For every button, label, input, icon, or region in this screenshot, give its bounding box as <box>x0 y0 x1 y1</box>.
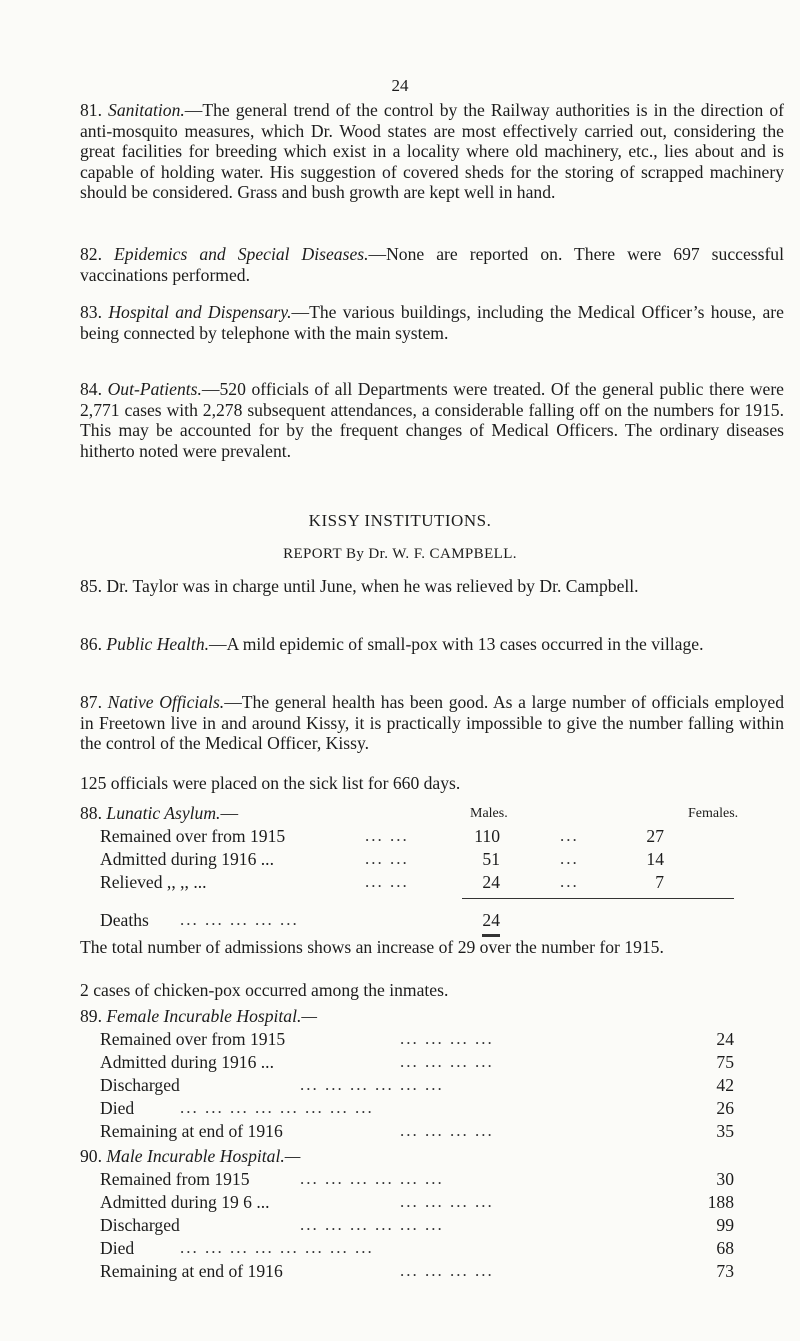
para-text: —The various buildings, including the Medical Officer’s house, are being connected by telephone with the main system. <box>80 302 784 343</box>
paragraph-82 <box>48 244 784 285</box>
female-row-label: Admitted during 1916 ... <box>100 1052 274 1072</box>
para-number: 81. <box>80 100 102 120</box>
asylum-number: 88. <box>80 803 102 823</box>
para-lead: Public Health. <box>106 634 210 654</box>
leader-dots: ... ... <box>365 849 409 868</box>
para-text: —None are reported on. There were 697 successful vaccinations performed. <box>80 244 784 285</box>
male-row-value: 99 <box>716 1215 734 1235</box>
col-males: Males. <box>470 806 508 821</box>
paragraph-83 <box>48 302 784 343</box>
asylum-males: 110 <box>474 826 500 846</box>
leader-dots: ... ... ... ... ... ... ... ... <box>180 1238 374 1257</box>
female-row-value: 42 <box>716 1075 734 1095</box>
male-row-label: Discharged <box>100 1215 180 1235</box>
male-row-value: 188 <box>707 1192 734 1212</box>
asylum-row-label: Admitted during 1916 ... <box>100 849 274 869</box>
para-lead: Epidemics and Special Diseases. <box>114 244 369 264</box>
para-number: 85. <box>80 576 102 596</box>
female-row-label: Remained over from 1915 <box>100 1029 286 1049</box>
para-number: 87. <box>80 692 102 712</box>
leader-dots: ... <box>560 849 579 868</box>
leader-dots: ... ... <box>365 872 409 891</box>
asylum-title: 88. Lunatic Asylum.— <box>80 803 239 823</box>
para-lead: Out-Patients. <box>107 379 202 399</box>
asylum-row-label: Remained over from 1915 <box>100 826 286 846</box>
para-text: —A mild epidemic of small-pox with 13 cases occurred in the village. <box>209 634 704 654</box>
para-text: Dr. Taylor was in charge until June, when he was relieved by Dr. Campbell. <box>106 576 639 596</box>
paragraph-81 <box>48 100 784 203</box>
male-row-label: Remaining at end of 1916 <box>100 1261 283 1281</box>
para-lead: Sanitation. <box>108 100 185 120</box>
asylum-note-2: 2 cases of chicken-pox occurred among the inmates. <box>80 980 449 1000</box>
para-lead: Native Officials. <box>107 692 225 712</box>
male-row-label: Admitted during 19 6 ... <box>100 1192 270 1212</box>
para-number: 86. <box>80 634 102 654</box>
asylum-note-1: The total number of admissions shows an increase of 29 over the number for 1915. <box>80 937 664 957</box>
female-row-label: Remaining at end of 1916 <box>100 1121 283 1141</box>
female-row-value: 26 <box>716 1098 734 1118</box>
asylum-row-label: Relieved ,, ,, ... <box>100 872 207 892</box>
female-row-value: 75 <box>716 1052 734 1072</box>
leader-dots: ... ... ... ... ... ... <box>300 1215 444 1234</box>
male-hospital-number: 90. <box>80 1146 102 1166</box>
page-number: 24 <box>391 76 409 95</box>
asylum-females: 7 <box>655 872 664 892</box>
female-row-label: Discharged <box>100 1075 180 1095</box>
para-text: —520 officials of all Departments were treated. Of the general public there were 2,771 cases with 2,278 subsequent attendances, a considerable falling off on the numbers for 1915. This may be accounted for by the frequent changes of Medical Officers. The ordinary diseases hitherto noted were prevalent. <box>80 379 784 461</box>
leader-dots: ... ... ... ... <box>400 1261 494 1280</box>
female-hospital-title: 89. Female Incurable Hospital.— <box>80 1006 318 1026</box>
para-text: —The general health has been good. As a large number of officials employed in Freetown live in and around Kissy, it is practically impossible to give the number falling within the control of the Medical Officer, Kissy. <box>80 692 785 753</box>
male-hospital-title: 90. Male Incurable Hospital.— <box>80 1146 301 1166</box>
male-row-value: 30 <box>716 1169 734 1189</box>
paragraph-87-note: 125 officials were placed on the sick list for 660 days. <box>80 773 461 793</box>
asylum-females: 27 <box>646 826 664 846</box>
male-row-label: Died <box>100 1238 135 1258</box>
section-subheading: REPORT By Dr. W. F. CAMPBELL. <box>283 546 517 562</box>
asylum-lead: Lunatic Asylum. <box>106 803 221 823</box>
para-text: —The general trend of the control by the Railway authorities is in the direction of anti-mosquito measures, which Dr. Wood states are most effectively carried out, considering the great facilities for breeding which exist in a locality where old machinery, etc., lies about and is capable of holding water. His suggestion of covered sheds for the storing of scrapped machinery should be considered. Grass and bush growth are kept well in hand. <box>80 100 784 202</box>
asylum-males: 24 <box>482 872 500 892</box>
col-females: Females. <box>688 806 739 821</box>
leader-dots: ... ... ... ... ... ... <box>300 1169 444 1188</box>
para-number: 84. <box>80 379 102 399</box>
male-row-label: Remained from 1915 <box>100 1169 250 1189</box>
leader-dots: ... ... ... ... ... ... ... ... <box>180 1098 374 1117</box>
female-row-label: Died <box>100 1098 135 1118</box>
leader-dots: ... ... ... ... ... ... <box>300 1075 444 1094</box>
leader-dots: ... <box>560 872 579 891</box>
leader-dots: ... ... ... ... <box>400 1121 494 1140</box>
male-row-value: 68 <box>716 1238 734 1258</box>
para-number: 83. <box>80 302 102 322</box>
leader-dots: ... ... ... ... <box>400 1029 494 1048</box>
female-row-value: 35 <box>716 1121 734 1141</box>
asylum-males: 51 <box>482 849 500 869</box>
paragraph-85 <box>48 576 784 597</box>
leader-dots: ... ... ... ... <box>400 1192 494 1211</box>
leader-dots: ... ... ... ... <box>400 1052 494 1071</box>
paragraph-87 <box>48 692 784 754</box>
female-row-value: 24 <box>716 1029 734 1049</box>
paragraph-86 <box>48 634 784 655</box>
leader-dots: ... ... <box>365 826 409 845</box>
leader-dots: ... ... ... ... ... <box>180 910 299 929</box>
paragraph-84 <box>48 379 784 461</box>
section-heading: KISSY INSTITUTIONS. <box>308 511 492 530</box>
asylum-deaths-value: 24 <box>482 910 500 930</box>
table-rule <box>462 898 734 899</box>
para-lead: Hospital and Dispensary. <box>108 302 292 322</box>
asylum-females: 14 <box>646 849 664 869</box>
leader-dots: ... <box>560 826 579 845</box>
para-number: 82. <box>80 244 102 264</box>
asylum-deaths-label: Deaths <box>100 910 149 930</box>
male-row-value: 73 <box>716 1261 734 1281</box>
female-hospital-number: 89. <box>80 1006 102 1026</box>
